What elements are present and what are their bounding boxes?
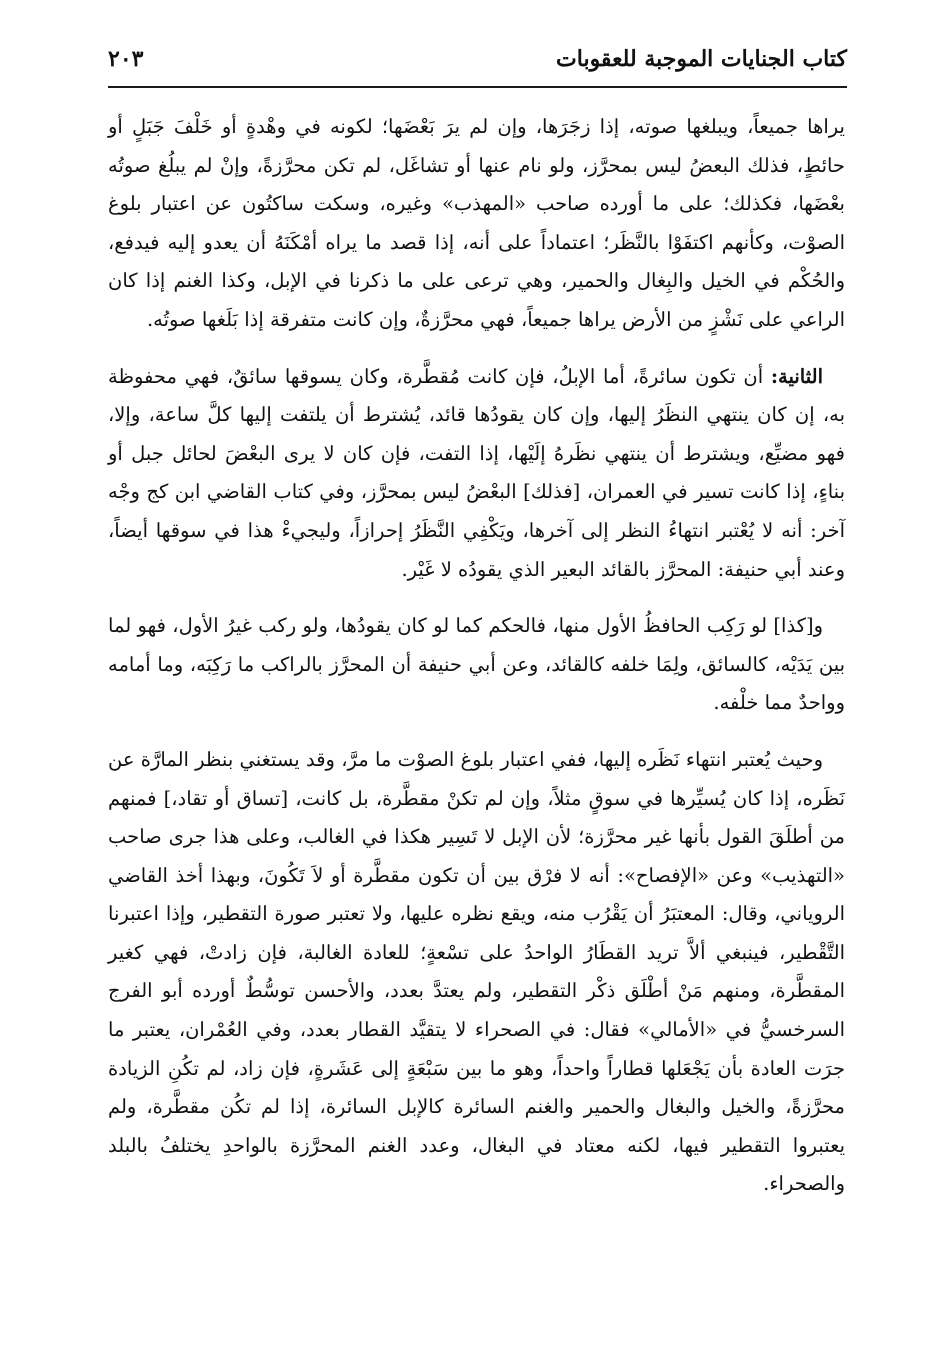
page-header [108, 40, 847, 90]
paragraph-1 [108, 108, 845, 340]
header-rule [108, 86, 847, 88]
paragraph-4 [108, 741, 845, 1204]
paragraph-1-text: يراها جميعاً، ويبلغها صوته، إذا زجَرَها، وإن لم يرَ بَعْضَها؛ لكونه في وهْدةٍ أو خَلْفَ جَبَلٍ أو حائطٍ، فذلك البعضُ ليس بمحرَّز، ولو نام عنها أو تشاغَل، لم تكن محرَّزةً، وإنْ لم يبلُغ صوتُه بعْضَها، فكذلك؛ على ما أورده صاحب «المهذب» وغيره، وسكت ساكتُون عن اعتبار بلوغ الصوْت، وكأنهم اكتفَوْا بالنَّظَر؛ اعتماداً على أنه، إذا قصد ما يراه أمْكَنَهُ أن يعدو إليه فيدفع، والحُكْم في الخيل والبِغال والحمير، وهي ترعى على ما ذكرنا في الإبل، وكذا الغنم إذا كان الراعي على نَشْزٍ من الأرض يراها جميعاً، فهي محرَّزةٌ، وإن كانت متفرقة إذا بَلَغها صوتُه. [108, 115, 845, 331]
paragraph-3-text: و[كذا] لو رَكِب الحافظُ الأول منها، فالحكم كما لو كان يقودُها، ولو ركب غيرُ الأول، فهو لما بين يَدَيْه، كالسائق، ولِمَا خلفه كالقائد، وعن أبي حنيفة أن المحرَّز بالراكب ما رَكِبَه، وما أمامه وواحدٌ مما خلْفه. [108, 614, 845, 715]
paragraph-3 [108, 607, 845, 723]
page-body [108, 108, 845, 1204]
paragraph-4-text: وحيث يُعتبر انتهاء نَظَره إليها، ففي اعتبار بلوغ الصوْت ما مرَّ، وقد يستغني بنظر المارَّة عن نَظَره، إذا كان يُسيِّرها في سوقٍ مثلاً، وإن لم تكنْ مقطَّرة، بل كانت، [تساق أو تقاد،] فمنهم من أطلَقَ القول بأنها غير محرَّزة؛ لأن الإبل لا تَسِير هكذا في الغالب، وعلى هذا جرى صاحب «التهذيب» وعن «الإفصاح»: أنه لا فرْق بين أن تكون مقطَّرة أو لاَ تَكُونَ، وبهذا أخذ القاضي الروياني، وقال: المعتبَرُ أن يَقْرُب منه، ويقع نظره عليها، ولا تعتبر صورة التقطير، وإذا اعتبرنا التَّقْطير، فينبغي ألاَّ تريد القطَارُ الواحدُ على تسْعةٍ؛ للعادة الغالبة، فإن زادتْ، فهي كغير المقطَّرة، ومنهم مَنْ أطْلَق ذكْر التقطير، ولم يعتدَّ بعدد، والأحسن توسُّطٌ أورده أبو الفرج السرخسيُّ في «الأمالي» فقال: في الصحراء لا يتقيَّد القطار بعدد، وفي العُمْران، يعتبر ما جرَت العادة بأن يَجْعَلها قطاراً واحداً، وهو ما بين سَبْعَةٍ إلى عَشَرةٍ، فإن زاد، لم تكُنِ الزيادة محرَّزةً، والخيل والبغال والحمير والغنم السائرة كالإبل السائرة، إذا لم تكُن مقطَّرة، ولم يعتبروا التقطير فيها، لكنه معتاد في البغال، وعدد الغنم المحرَّزة بالواحدِ يختلفُ بالبلد والصحراء. [108, 747, 845, 1196]
paragraph-2 [108, 358, 845, 590]
running-title: كتاب الجنايات الموجبة للعقوبات [556, 46, 847, 72]
page-number: ٢٠٣ [108, 46, 144, 72]
paragraph-2-heading: الثانية: [770, 364, 823, 388]
paragraph-2-text: أن تكون سائرةً، أما الإبلُ، فإن كانت مُقطَّرة، وكان يسوقها سائقٌ، فهي محفوظة به، إن كان ينتهي النظَرُ إليها، وإن كان يقودُها قائد، يُشترط أن يلتفت إليها كلَّ ساعة، وإلا، فهو مضيِّع، ويشترط أن ينتهي نظَرهُ إلَيْها، إذا التفت، فإن كان لا يرى البعْضَ لحائل جبل أو بناءٍ، إذا كانت تسير في العمران، [فذلك] البعْضُ ليس بمحرَّز، وفي كتاب القاضي ابن كج وجْه آخر: أنه لا يُعْتبر انتهاءُ النظر إلى آخرها، ويَكْفِي النَّظَرُ إحرازاً، وليجيءْ هذا في سوقها أيضاً، وعند أبي حنيفة: المحرَّز بالقائد البعير الذي يقودُه لا غَيْر. [108, 364, 845, 581]
